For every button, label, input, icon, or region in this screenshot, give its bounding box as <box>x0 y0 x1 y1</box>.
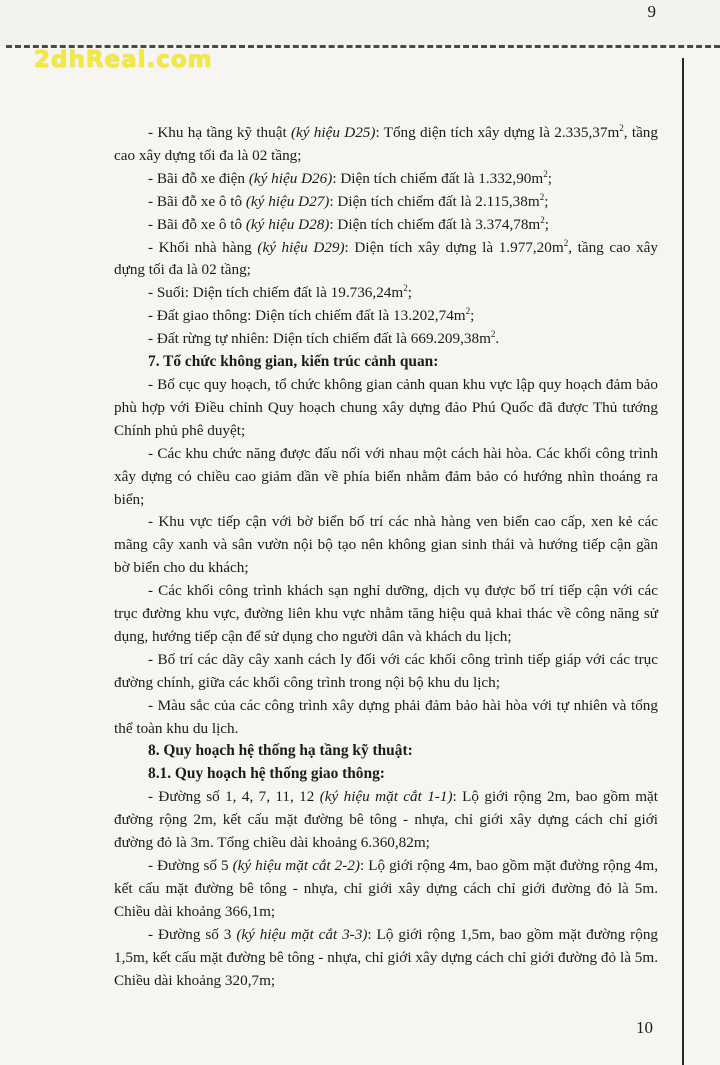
text: , tầng cao xây dựng tối đa là 02 tầng; <box>114 124 658 164</box>
paragraph-d25 <box>114 122 658 168</box>
text: - Suối: Diện tích chiếm đất là 19.736,24m <box>148 284 404 302</box>
superscript: 2 <box>619 123 624 133</box>
text: : Lộ giới rộng 2m, bao gồm mặt đường rộng 2m, kết cấu mặt đường bê tông - nhựa, chỉ giới xây dựng cách chỉ giới đường đỏ là 3m. Tổng chiều dài khoảng 6.360,82m; <box>114 788 659 852</box>
text: ; <box>407 284 412 302</box>
paragraph-dat-giao-thong <box>114 305 658 328</box>
previous-page-strip <box>0 0 720 46</box>
text: - Đường số 5 <box>148 857 233 874</box>
superscript: 2 <box>543 168 548 179</box>
paragraph-d27 <box>114 191 658 214</box>
superscript: 2 <box>403 283 408 294</box>
text: - Đường số 3 <box>148 925 237 943</box>
text: : Diện tích xây dựng là 1.977,20m <box>344 238 564 256</box>
paragraph-bo-cuc: - Bố cục quy hoạch, tổ chức không gian cảnh quan khu vực lập quy hoạch đảm bảo phù hợp với Điều chỉnh Quy hoạch chung xây dựng đảo Phú Quốc đã được Thủ tướng Chính phủ phê duyệt; <box>114 375 658 439</box>
symbol-label: (ký hiệu D26) <box>248 169 333 187</box>
paragraph-mau-sac: - Màu sắc của các công trình xây dựng phải đảm bảo hài hòa với tự nhiên và tổng thể toàn khu du lịch. <box>114 696 658 737</box>
section-heading-8-1: 8.1. Quy hoạch hệ thống giao thông: <box>148 765 385 783</box>
text: : Lộ giới rộng 1,5m, bao gồm mặt đường rộng 1,5m, kết cấu mặt đường bê tông - nhựa, chỉ giới xây dựng cách chỉ giới đường đỏ là 5m. Chiều dài khoảng 320,7m; <box>114 925 659 989</box>
superscript: 2 <box>490 329 496 340</box>
symbol-label: (ký hiệu D25) <box>290 124 376 141</box>
text: . <box>495 330 500 348</box>
symbol-label: (ký hiệu D29) <box>257 238 345 256</box>
paragraph-dat-rung <box>114 328 658 351</box>
text: ; <box>547 169 552 187</box>
section-label: (ký hiệu mặt cắt 3-3) <box>236 925 368 943</box>
paragraph-duong-1-1 <box>114 786 658 855</box>
paragraph-duong-2-2 <box>114 855 658 924</box>
paragraph-khach-san: - Các khối công trình khách sạn nghỉ dưỡng, dịch vụ được bố trí tiếp cận với các trục đường khu vực, đường liên khu vực nhằm tăng hiệu quả khai thác về công năng sử dụng, hướng tiếp cận để sử dụng cho người dân và khách du lịch; <box>114 582 658 645</box>
section-label: (ký hiệu mặt cắt 2-2) <box>232 857 360 874</box>
superscript: 2 <box>540 214 545 225</box>
symbol-label: (ký hiệu D27) <box>245 192 330 210</box>
text: - Bãi đỗ xe ô tô <box>148 215 246 233</box>
paragraph-d29 <box>114 237 658 283</box>
page-edge-line <box>682 58 684 1065</box>
watermark-logo: 2dhReal.com <box>34 47 213 73</box>
paragraph-d26 <box>114 168 658 191</box>
symbol-label: (ký hiệu D28) <box>245 215 330 233</box>
text: - Đường số 1, 4, 7, 11, 12 <box>148 788 320 806</box>
previous-page-number: 9 <box>647 2 656 21</box>
paragraph-d28 <box>114 214 658 237</box>
text: ; <box>544 192 549 210</box>
text: : Diện tích chiếm đất là 2.115,38m <box>329 192 540 210</box>
text: : Tổng diện tích xây dựng là 2.335,37m <box>375 124 620 141</box>
paragraph-suoi <box>114 282 658 305</box>
paragraph-khu-chuc-nang: - Các khu chức năng được đấu nối với nhau một cách hài hòa. Các khối công trình xây dựng có chiều cao giảm dần về phía biển nhằm đảm bảo có hướng nhìn thoáng ra biển; <box>114 444 658 508</box>
paragraph-bo-bien: - Khu vực tiếp cận với bờ biển bố trí các nhà hàng ven biển cao cấp, xen kẻ các mãng cây xanh và sân vườn nội bộ tạo nên không gian sinh thái và hướng tiếp cận gần bờ biển cho du khách; <box>114 513 658 577</box>
text: - Khu hạ tầng kỹ thuật <box>148 124 291 141</box>
superscript: 2 <box>563 237 569 248</box>
section-heading-8: 8. Quy hoạch hệ thống hạ tầng kỹ thuật: <box>148 742 413 760</box>
text: - Bãi đỗ xe điện <box>148 169 249 187</box>
section-heading-7: 7. Tổ chức không gian, kiến trúc cảnh quan: <box>148 353 439 371</box>
text: - Đất giao thông: Diện tích chiếm đất là 13.202,74m <box>148 307 466 325</box>
text: : Diện tích chiếm đất là 3.374,78m <box>329 215 541 233</box>
text: : Lộ giới rộng 4m, bao gồm mặt đường rộng 4m, kết cấu mặt đường bê tông - nhựa, chỉ giới xây dựng cách chỉ giới đường đỏ là 5m. Chiều dài khoảng 366,1m; <box>114 857 659 920</box>
document-body <box>114 122 658 992</box>
text: - Khối nhà hàng <box>148 238 258 256</box>
section-label: (ký hiệu mặt cắt 1-1) <box>319 788 453 806</box>
paragraph-cay-xanh: - Bố trí các dãy cây xanh cách ly đối với các khối công trình tiếp giáp với các trục đường chính, giữa các khối công trình trong nội bộ khu du lịch; <box>114 650 658 691</box>
text: ; <box>544 215 549 233</box>
superscript: 2 <box>539 191 545 202</box>
superscript: 2 <box>465 306 471 317</box>
paragraph-duong-3-3 <box>114 924 658 993</box>
text: ; <box>470 307 475 325</box>
text: - Bãi đỗ xe ô tô <box>148 192 246 210</box>
text: - Đất rừng tự nhiên: Diện tích chiếm đất là 669.209,38m <box>148 330 491 348</box>
text: , tầng cao xây dựng tối đa là 02 tầng; <box>114 238 659 279</box>
page-number: 10 <box>636 1018 653 1037</box>
text: : Diện tích chiếm đất là 1.332,90m <box>332 169 544 187</box>
